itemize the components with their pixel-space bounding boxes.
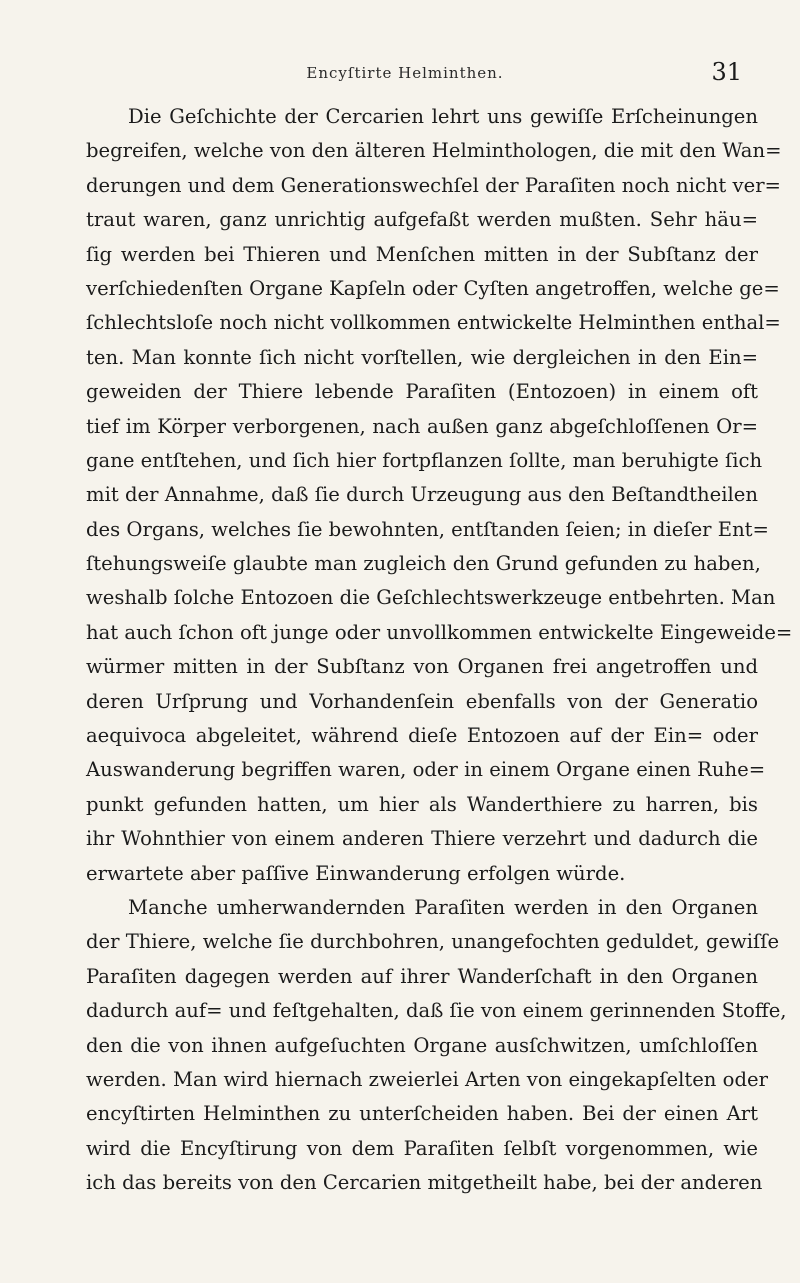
text-line: hat auch ſchon oft junge oder unvollkommen entwickelte Eingeweide= bbox=[86, 620, 793, 644]
body-text bbox=[86, 100, 793, 1201]
text-line: punkt gefunden hatten, um hier als Wanderthiere zu harren, bis bbox=[86, 792, 758, 816]
text-line: deren Urſprung und Vorhandenſein ebenfalls von der Generatio bbox=[86, 689, 758, 713]
text-line: ſtehungsweiſe glaubte man zugleich den Grund gefunden zu haben, bbox=[86, 552, 761, 576]
text-line: Die Geſchichte der Cercarien lehrt uns gewiſſe Erſcheinungen bbox=[128, 105, 758, 128]
text-line: ich das bereits von den Cercarien mitgetheilt habe, bei der anderen bbox=[86, 1171, 763, 1195]
text-line: encyſtirten Helminthen zu unterſcheiden haben. Bei der einen Art bbox=[86, 1102, 758, 1126]
text-line: Paraſiten dagegen werden auf ihrer Wanderſchaft in den Organen bbox=[86, 964, 758, 988]
text-line: verſchiedenſten Organe Kapſeln oder Cyſten angetroffen, welche ge= bbox=[86, 276, 780, 300]
paragraph-1 bbox=[86, 100, 793, 891]
text-line: mit der Annahme, daß ſie durch Urzeugung aus den Beſtandtheilen bbox=[86, 483, 758, 507]
text-line: ihr Wohnthier von einem anderen Thiere verzehrt und dadurch die bbox=[86, 827, 758, 851]
text-line: ſchlechtsloſe noch nicht vollkommen entwickelte Helminthen enthal= bbox=[86, 311, 781, 335]
running-title: Encyſtirte Helminthen. bbox=[306, 64, 504, 82]
text-line: derungen und dem Generationswechſel der Paraſiten noch nicht ver= bbox=[86, 173, 781, 197]
text-line: Manche umherwandernden Paraſiten werden in den Organen bbox=[128, 895, 758, 919]
text-line: ſig werden bei Thieren und Menſchen mitten in der Subſtanz der bbox=[86, 242, 758, 266]
text-line: aequivoca abgeleitet, während dieſe Entozoen auf der Ein= oder bbox=[86, 724, 758, 748]
text-line: erwartete aber paſſive Einwanderung erfolgen würde. bbox=[86, 861, 626, 885]
page-number: 31 bbox=[711, 58, 742, 86]
text-line: tief im Körper verborgenen, nach außen ganz abgeſchloſſenen Or= bbox=[86, 414, 758, 438]
text-line: gane entſtehen, und ſich hier fortpflanzen ſollte, man beruhigte ſich bbox=[86, 448, 763, 472]
text-line: der Thiere, welche ſie durchbohren, unangefochten geduldet, gewiſſe bbox=[86, 930, 780, 954]
paragraph-2 bbox=[86, 891, 787, 1201]
text-line: würmer mitten in der Subſtanz von Organen frei angetroffen und bbox=[86, 655, 758, 679]
text-line: wird die Encyſtirung von dem Paraſiten ſelbſt vorgenommen, wie bbox=[86, 1136, 758, 1160]
text-line: geweiden der Thiere lebende Paraſiten (Entozoen) in einem oft bbox=[86, 380, 758, 404]
text-line: traut waren, ganz unrichtig aufgefaßt werden mußten. Sehr häu= bbox=[86, 208, 758, 232]
text-line: des Organs, welches ſie bewohnten, entſtanden ſeien; in dieſer Ent= bbox=[86, 517, 769, 541]
text-line: begreifen, welche von den älteren Helminthologen, die mit den Wan= bbox=[86, 139, 782, 163]
text-line: weshalb ſolche Entozoen die Geſchlechtswerkzeuge entbehrten. Man bbox=[86, 586, 776, 610]
text-line: dadurch auf= und feſtgehalten, daß ſie von einem gerinnenden Stoffe, bbox=[86, 999, 787, 1023]
text-line: Auswanderung begriffen waren, oder in einem Organe einen Ruhe= bbox=[86, 758, 766, 782]
text-line: werden. Man wird hiernach zweierlei Arten von eingekapſelten oder bbox=[86, 1067, 768, 1091]
text-line: den die von ihnen aufgeſuchten Organe ausſchwitzen, umſchloſſen bbox=[86, 1033, 758, 1057]
text-line: ten. Man konnte ſich nicht vorſtellen, wie dergleichen in den Ein= bbox=[86, 345, 758, 369]
